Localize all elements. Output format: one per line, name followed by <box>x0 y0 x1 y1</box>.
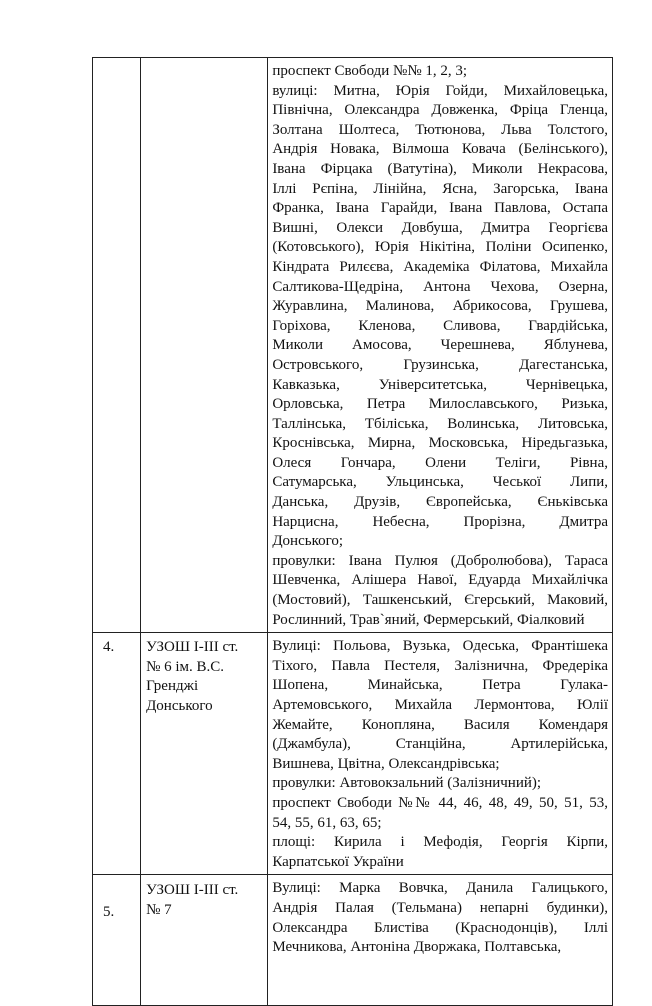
address-line: Нарцисна, Небесна, Прорізна, Дмитра <box>272 513 608 530</box>
school-name-line: Гренджі <box>146 678 199 695</box>
address-line: Орловська, Петра Милославського, Ризька, <box>272 396 608 413</box>
table-row <box>93 875 613 1006</box>
address-line: Журавлина, Малинова, Абрикосова, Грушева, <box>272 298 608 315</box>
school-name-cell <box>141 875 268 1006</box>
school-name-line: УЗОШ І-ІІІ ст. <box>146 639 239 656</box>
school-name-line: № 7 <box>146 901 172 918</box>
address-line: Андрія Палая (Тельмана) непарні будинки), <box>272 899 608 916</box>
address-line: Шопена, Минайська, Петра Гулака- <box>272 677 608 694</box>
address-line: площі: Кирила і Мефодія, Георгія Кірпи, <box>272 834 608 851</box>
address-line: Горіхова, Кленова, Сливова, Гвардійська, <box>272 317 608 334</box>
address-line: Сатумарська, Ульцинська, Чеської Липи, <box>272 474 608 491</box>
address-cell <box>268 633 613 875</box>
table-row <box>93 633 613 875</box>
school-name-cell <box>141 58 268 633</box>
address-line: Золтана Шолтеса, Тютюнова, Льва Толстого, <box>272 121 608 138</box>
address-line: Таллінська, Тбіліська, Волинська, Литовська, <box>272 415 608 432</box>
address-line: Данська, Друзів, Європейська, Єньківська <box>272 494 608 511</box>
address-line: Шевченка, Алішера Навої, Едуарда Михайлічка <box>272 572 608 589</box>
address-line: Карпатської України <box>272 853 404 870</box>
address-line: провулки: Івана Пулюя (Добролюбова), Тараса <box>272 552 608 569</box>
address-line: Мечникова, Антоніна Дворжака, Полтавська, <box>272 939 562 956</box>
address-line: Артемовського, Михайла Лермонтова, Юлії <box>272 697 608 713</box>
address-line: (Котовського), Юрія Нікітіна, Поліни Осипенко, <box>272 239 608 256</box>
address-line: Вулиці: Польова, Вузька, Одеська, Франтішека <box>272 638 608 655</box>
districts-table <box>92 57 613 1006</box>
address-line: Франка, Івана Гарайди, Івана Павлова, Остапа <box>272 200 608 217</box>
address-line: Кроснівська, Мирна, Московська, Ніредьгазька, <box>272 435 608 452</box>
address-line: Вулиці: Марка Вовчка, Данила Галицького, <box>272 880 608 897</box>
address-line: Рослинний, Трав`яний, Фермерський, Фіалковий <box>272 611 585 628</box>
address-line: (Мостовий), Ташкенський, Єгерський, Маковий, <box>272 592 608 609</box>
address-cell <box>268 875 613 1006</box>
address-line: Донського; <box>272 533 344 550</box>
address-line: Андрія Новака, Вілмоша Ковача (Белінського), <box>272 141 608 158</box>
row-number-cell <box>93 58 141 633</box>
address-line: (Джамбула), Станційна, Артилерійська, <box>272 736 608 753</box>
address-line: Жемайте, Конопляна, Василя Комендаря <box>272 716 608 733</box>
address-line: Островського, Грузинська, Дагестанська, <box>272 356 608 373</box>
school-name-line: УЗОШ І-ІІІ ст. <box>146 882 239 899</box>
address-line: Кіндрата Рилєєва, Академіка Філатова, Михайла <box>272 258 608 275</box>
address-line: Іллі Рєпіна, Лінійна, Ясна, Загорська, Івана <box>272 180 608 197</box>
address-line: Кавказька, Університетська, Чернівецька, <box>272 376 608 393</box>
address-cell <box>268 58 613 633</box>
address-line: Північна, Олександра Довженка, Фріца Гленца, <box>272 102 608 119</box>
address-line: Тіхого, Павла Пестеля, Залізнична, Фредеріка <box>272 657 608 674</box>
address-line: Салтикова-Щедріна, Антона Чехова, Озерна, <box>272 278 608 295</box>
row-number-cell: 4. <box>93 633 141 875</box>
address-line: Олександра Блистіва (Краснодонців), Іллі <box>272 919 608 936</box>
address-line: 54, 55, 61, 63, 65; <box>272 814 382 831</box>
address-line: проспект Свободи №№ 1, 2, 3; <box>272 63 468 79</box>
address-line: Миколи Амосова, Черешнева, Яблунева, <box>272 337 608 354</box>
address-line: Вишні, Олекси Довбуша, Дмитра Георгієва <box>272 219 608 236</box>
address-line: Олеся Гончара, Олени Теліги, Рівна, <box>272 454 608 471</box>
table-row <box>93 58 613 633</box>
address-line: Вишнева, Цвітна, Олександрівська; <box>272 755 500 772</box>
address-line: провулки: Автовокзальний (Залізничний); <box>272 775 542 792</box>
school-name-line: № 6 ім. В.С. <box>146 658 225 675</box>
school-name-line: Донського <box>146 698 213 714</box>
school-name-cell <box>141 633 268 875</box>
address-line: вулиці: Митна, Юрія Гойди, Михайловецька, <box>272 82 608 99</box>
address-line: проспект Свободи №№ 44, 46, 48, 49, 50, 51, 53, <box>272 794 608 811</box>
address-line: Івана Фірцака (Ватутіна), Миколи Некрасова, <box>272 160 608 177</box>
row-number-cell: 5. <box>93 875 141 1006</box>
